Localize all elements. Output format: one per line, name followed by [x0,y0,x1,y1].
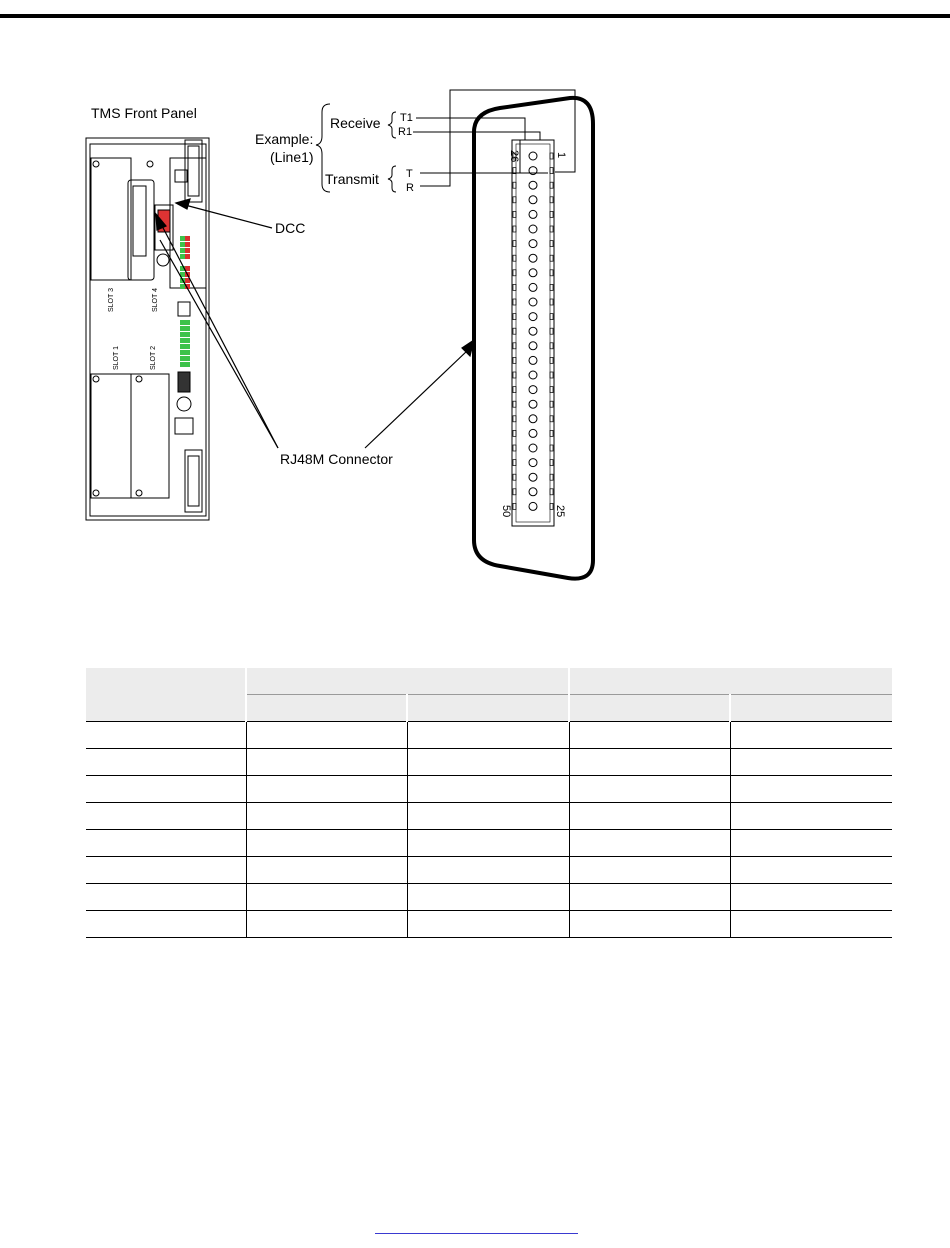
pin-contact [513,445,516,451]
pin-hole [529,488,537,496]
pin-contact [550,416,553,422]
pin-hole [529,459,537,467]
slot-3-module [91,158,131,280]
pin-contact [550,255,553,261]
pin-hole [529,313,537,321]
pin-hole [529,298,537,306]
pin-contact [513,460,516,466]
slot-1-module [91,374,131,498]
pin-contact [550,328,553,334]
table-row [86,803,892,830]
table-cell [86,911,246,938]
rotary-knob [157,254,169,266]
table-cell [86,803,246,830]
pin-contact [513,284,516,290]
pin-hole [529,342,537,350]
pin-holes [529,152,537,510]
pin-hole [529,429,537,437]
pin-contact [550,474,553,480]
table-cell [86,749,246,776]
pin-contact [513,430,516,436]
signal-t1-label: T1 [400,112,413,124]
slot-2-module [131,374,169,498]
pin-contact [550,430,553,436]
sub-header-4 [730,695,892,722]
rj48m-label: RJ48M Connector [280,451,393,467]
table-cell [407,749,569,776]
transmit-brace [388,166,396,192]
front-panel-title: TMS Front Panel [91,105,197,121]
pin-contact [550,241,553,247]
pin-contact [513,182,516,188]
table-cell [86,722,246,749]
pin-contact [550,211,553,217]
table-cell [407,911,569,938]
front-panel [86,138,209,520]
pin-hole [529,225,537,233]
pin-contact [550,357,553,363]
table-cell [569,803,730,830]
table-cell [407,830,569,857]
dcc-connector-body [128,180,154,280]
table-row [86,884,892,911]
pin-contact [513,241,516,247]
pin-hole [529,181,537,189]
pin-contact [513,299,516,305]
pin-contact [513,401,516,407]
table-cell [569,911,730,938]
pin-hole [529,386,537,394]
pin-contact [513,211,516,217]
table-corner-header [86,668,246,722]
pin-contact [550,182,553,188]
table-cell [246,722,407,749]
pin-contact [513,314,516,320]
pin-contact [550,489,553,495]
table-cell [246,830,407,857]
table-row [86,722,892,749]
pin-hole [529,196,537,204]
group-header-1 [246,668,569,695]
pin-contact [513,255,516,261]
table-cell [730,830,892,857]
table-cell [569,857,730,884]
dcc-callout-arrow [176,199,272,228]
line-label: (Line1) [270,149,314,165]
pin-hole [529,400,537,408]
table-cell [569,884,730,911]
pin-1-label: 1 [555,152,567,159]
pin-hole [529,210,537,218]
slot-2-label: SLOT 2 [150,346,157,370]
table-cell [407,722,569,749]
table-cell [86,830,246,857]
pin-contact [550,503,553,509]
pin-contact [550,372,553,378]
slot-3-label: SLOT 3 [108,288,115,312]
pin-contact [513,226,516,232]
table-row [86,749,892,776]
sub-header-1 [246,695,407,722]
signal-r-label: R [406,182,414,194]
table-cell [569,830,730,857]
connector-figure [0,0,950,600]
pin-contact [513,387,516,393]
pin-25-label: 25 [554,505,566,518]
table-cell [730,911,892,938]
table-cell [246,884,407,911]
table-cell [730,884,892,911]
table-cell [730,749,892,776]
dcc-label: DCC [275,220,306,236]
table-cell [407,776,569,803]
table-cell [730,857,892,884]
pin-contact [513,357,516,363]
pin-contact [550,343,553,349]
terminal-block-lower [180,320,190,367]
table-row [86,911,892,938]
pin-contact [550,387,553,393]
power-jack [177,397,191,411]
pin-hole [529,371,537,379]
slot-4-label: SLOT 4 [152,288,159,312]
signal-r1-label: R1 [398,126,413,138]
pin-26-label: 26 [508,150,520,163]
wiring-lines [413,90,575,186]
pin-contact [550,153,553,159]
pin-hole [529,444,537,452]
signal-t-label: T [406,168,413,180]
pin-contact [513,328,516,334]
pin-assignment-table [86,668,892,938]
table-cell [86,857,246,884]
pin-contact [550,226,553,232]
group-header-2 [569,668,892,695]
pin-hole [529,327,537,335]
table-body [86,722,892,938]
pin-contact [513,474,516,480]
sub-header-2 [407,695,569,722]
pin-hole [529,152,537,160]
pin-contact [513,416,516,422]
table-cell [407,884,569,911]
pin-contact [550,401,553,407]
table-cell [246,776,407,803]
table-cell [569,749,730,776]
pin-contact [513,503,516,509]
pin-contact [550,445,553,451]
pin-hole [529,254,537,262]
table-row [86,776,892,803]
table-cell [569,722,730,749]
pin-contact [550,460,553,466]
table-row [86,830,892,857]
pin-hole [529,240,537,248]
receive-label: Receive [330,115,381,131]
pin-hole [529,283,537,291]
table-cell [407,857,569,884]
pin-hole [529,356,537,364]
rj45-port-bottom [175,418,193,434]
table-cell [246,749,407,776]
pin-hole [529,502,537,510]
pin-hole [529,473,537,481]
pin-hole [529,269,537,277]
pin-contact [513,343,516,349]
slot-1-label: SLOT 1 [113,346,120,370]
pin-ticks [513,153,553,509]
pin-contact [513,270,516,276]
footer-link[interactable] [375,1232,578,1234]
pin-hole [529,415,537,423]
transmit-label: Transmit [325,171,379,187]
pin-contact [550,197,553,203]
pin-contact [550,270,553,276]
table-cell [86,884,246,911]
receive-brace [388,112,396,138]
table-cell [730,776,892,803]
table-cell [246,857,407,884]
table-cell [246,911,407,938]
pin-contact [513,372,516,378]
example-label: Example: [255,131,314,147]
table-cell [569,776,730,803]
table-cell [730,722,892,749]
table-cell [407,803,569,830]
pin-contact [550,314,553,320]
sub-header-3 [569,695,730,722]
table-cell [246,803,407,830]
table-cell [730,803,892,830]
pin-50-label: 50 [500,505,512,518]
table-cell [86,776,246,803]
pin-contact [550,168,553,174]
pin-contact [550,284,553,290]
table-row [86,857,892,884]
rj48m-callout-arrows [156,214,474,448]
pin-contact [513,489,516,495]
pin-contact [550,299,553,305]
pin-contact [513,197,516,203]
